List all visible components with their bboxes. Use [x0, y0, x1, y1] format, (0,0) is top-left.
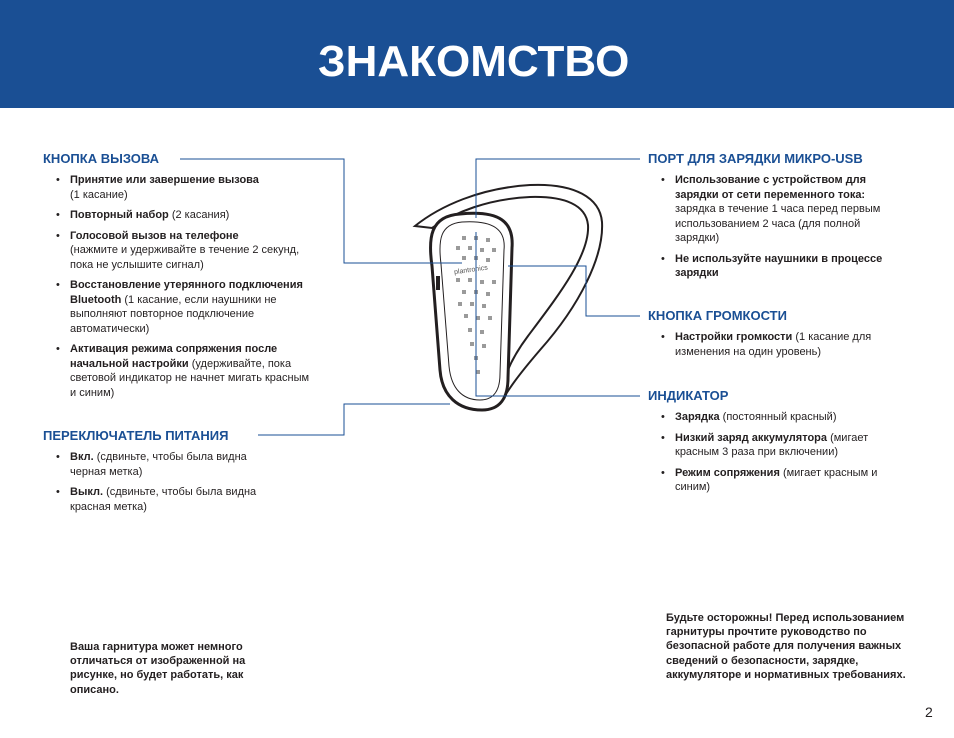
indicator-title: ИНДИКАТОР: [648, 388, 729, 403]
leader-power-switch: [258, 404, 450, 435]
page-title: ЗНАКОМСТВО: [318, 37, 630, 86]
indicator-list: [648, 410, 898, 501]
power-switch-list: [43, 450, 283, 520]
usb-port-title: ПОРТ ДЛЯ ЗАРЯДКИ МИКРО-USB: [648, 151, 863, 166]
list-item: • Принятие или завершение вызова (1 касание): [56, 174, 259, 201]
page-number: 2: [925, 704, 933, 720]
safety-warning-note: Будьте осторожны! Перед использованием гарнитуры прочтите руководство по безопасной работе для получения важных сведений о безопасности, зарядке, аккумуляторе и нормативных требованиях.: [666, 612, 906, 681]
brand-logo: plantronics: [453, 264, 489, 277]
device-variation-note: Ваша гарнитура может немного отличаться от изображенной на рисунке, но будет работать, как описано.: [70, 641, 246, 696]
list-item: • Настройки громкости (1 касание для изменения на один уровень): [661, 331, 872, 358]
volume-button-list: [648, 330, 898, 365]
list-item: • Зарядка (постоянный красный): [661, 411, 837, 423]
list-item: • Режим сопряжения (мигает красным и синим): [661, 466, 878, 493]
volume-button-title: КНОПКА ГРОМКОСТИ: [648, 308, 787, 323]
list-item: • Голосовой вызов на телефоне (нажмите и удерживайте в течение 2 секунд, пока не услышите сигнал): [56, 229, 300, 271]
call-button-title: КНОПКА ВЫЗОВА: [43, 151, 160, 166]
power-switch-notch: [436, 276, 440, 290]
power-switch-title: ПЕРЕКЛЮЧАТЕЛЬ ПИТАНИЯ: [43, 428, 229, 443]
list-item: • Восстановление утерянного подключения Bluetooth (1 касание, если наушники не выполняют повторное подключение автоматически): [56, 279, 303, 335]
list-item: • Использование с устройством для зарядки от сети переменного тока: зарядка в течение 1 часа перед первым использованием 2 часа (для полной зарядки): [661, 174, 881, 244]
list-item: • Вкл. (сдвиньте, чтобы была видна черная метка): [56, 451, 247, 478]
call-button-list: [43, 173, 313, 406]
list-item: • Не используйте наушники в процессе зарядки: [661, 252, 883, 279]
list-item: • Выкл. (сдвиньте, чтобы была видна красная метка): [56, 486, 257, 513]
list-item: • Активация режима сопряжения после начальной настройки (удерживайте, пока световой индикатор не начнет мигать красным и синим): [56, 343, 310, 399]
list-item: • Низкий заряд аккумулятора (мигает красным 3 раза при включении): [661, 431, 869, 458]
list-item: • Повторный набор (2 касания): [56, 209, 230, 221]
usb-port-list: [648, 173, 906, 287]
